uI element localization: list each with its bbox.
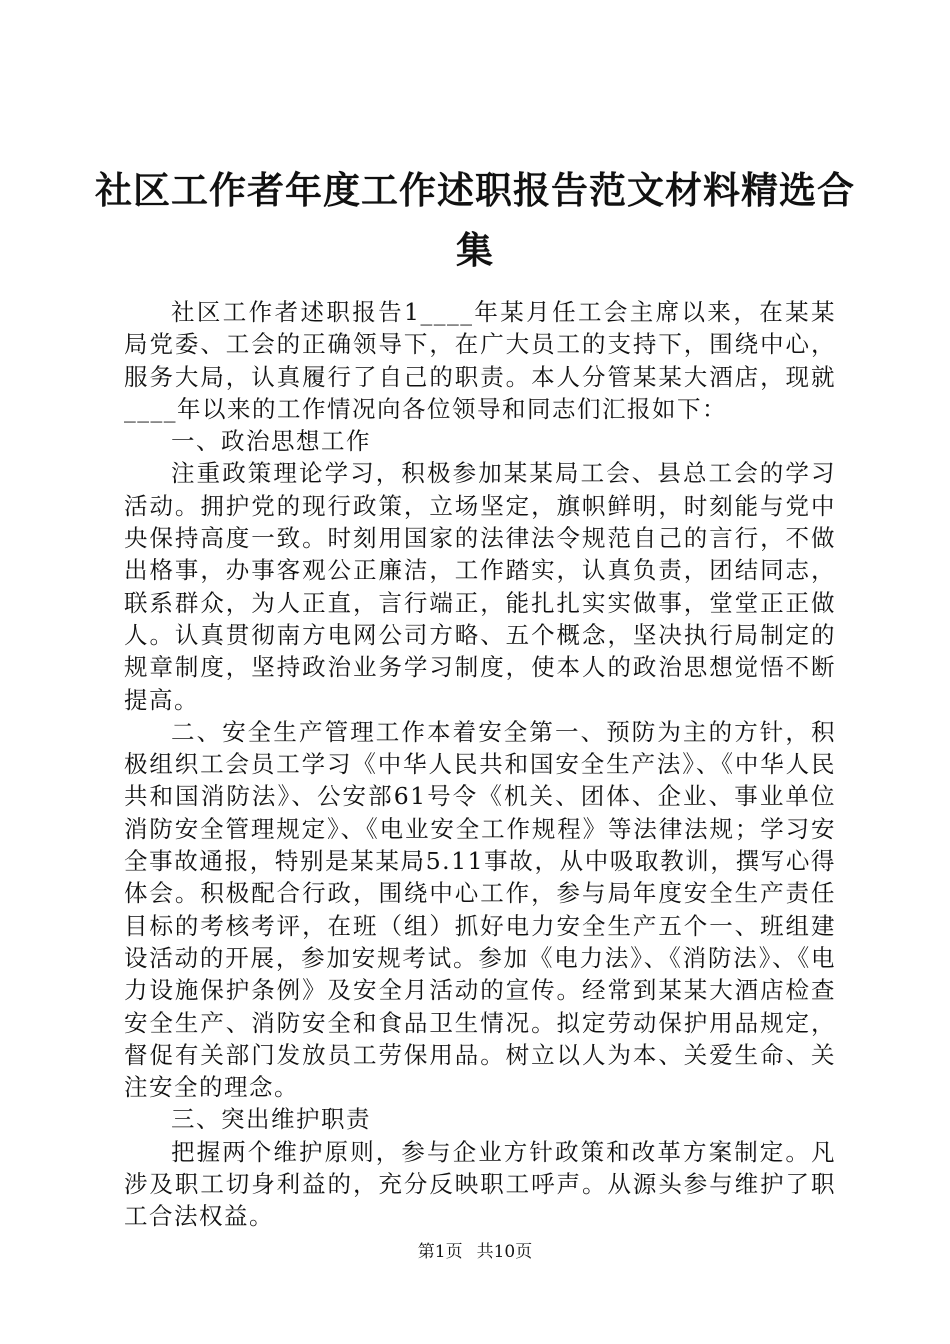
document-body	[124, 296, 836, 1233]
page-footer	[0, 1240, 950, 1264]
section-paragraph-3: 把握两个维护原则，参与企业方针政策和改革方案制定。凡涉及职工切身利益的，充分反映职工呼声。从源头参与维护了职工合法权益。	[124, 1137, 836, 1231]
document-title: 社区工作者年度工作述职报告范文材料精选合集	[95, 168, 855, 272]
page-number-total: 共10页	[476, 1242, 533, 1262]
intro-paragraph: 社区工作者述职报告1____年某月任工会主席以来，在某某局党委、工会的正确领导下，在广大员工的支持下，围绕中心，服务大局，认真履行了自己的职责。本人分管某某大酒店，现就____年以来的工作情况向各位领导和同志们汇报如下：	[124, 298, 836, 423]
section-heading-3: 三、突出维护职责	[171, 1105, 371, 1134]
section-heading-1: 一、政治思想工作	[171, 427, 371, 456]
page-number-current: 第1页	[417, 1242, 463, 1262]
section-paragraph-1: 注重政策理论学习，积极参加某某局工会、县总工会的学习活动。拥护党的现行政策，立场坚定，旗帜鲜明，时刻能与党中央保持高度一致。时刻用国家的法律法令规范自己的言行，不做出格事，办事客观公正廉洁，工作踏实，认真负责，团结同志，联系群众，为人正直，言行端正，能扎扎实实做事，堂堂正正做人。认真贯彻南方电网公司方略、五个概念，坚决执行局制定的规章制度，坚持政治业务学习制度，使本人的政治思想觉悟不断提高。	[124, 459, 836, 714]
section-paragraph-2: 二、安全生产管理工作本着安全第一、预防为主的方针，积极组织工会员工学习《中华人民共和国安全生产法》、《中华人民共和国消防法》、公安部61号令《机关、团体、企业、事业单位消防安全管理规定》、《电业安全工作规程》等法律法规；学习安全事故通报，特别是某某局5.11事故，从中吸取教训，撰写心得体会。积极配合行政，围绕中心工作，参与局年度安全生产责任目标的考核考评，在班（组）抓好电力安全生产五个一、班组建设活动的开展，参加安规考试。参加《电力法》、《消防法》、《电力设施保护条例》及安全月活动的宣传。经常到某某大酒店检查安全生产、消防安全和食品卫生情况。拟定劳动保护用品规定，督促有关部门发放员工劳保用品。树立以人为本、关爱生命、关注安全的理念。	[124, 717, 836, 1102]
